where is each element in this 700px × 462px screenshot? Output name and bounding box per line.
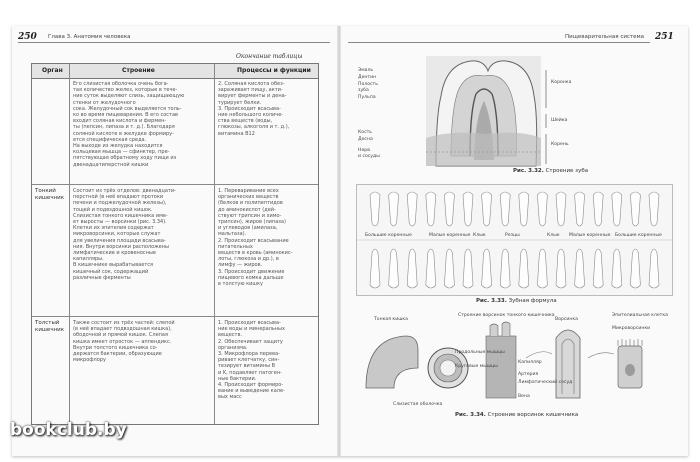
upper-tooth: [612, 192, 622, 226]
upper-tooth: [575, 192, 585, 226]
teeth-group-label: Малые коренные: [569, 233, 611, 238]
tooth-label: Эмаль: [358, 68, 374, 73]
villi-label: Тонкая кишка: [374, 317, 408, 322]
villi-label: Слизистая оболочка: [393, 402, 443, 407]
table-row-divider: [32, 184, 318, 185]
table-header-functions: Процессы и функции: [237, 67, 311, 74]
villi-label: Микроворсинки: [612, 326, 651, 331]
organ-table: [31, 63, 319, 425]
lower-tooth: [537, 249, 547, 288]
tooth-label: Шейка: [551, 118, 568, 123]
upper-tooth: [407, 192, 417, 226]
villi-label: Артерия: [518, 372, 539, 377]
table-cell-organ: Толстый кишечник: [35, 320, 65, 333]
tooth-label: Десна: [358, 137, 373, 142]
tooth-label: и сосуды: [358, 154, 380, 159]
teeth-group-label: Клык: [547, 233, 560, 238]
villi-label: Круговые мышцы: [455, 364, 498, 369]
table-cell-structure: Состоит из трёх отделов: двенадцати- перстной (в неё впадают протоки печени и поджелудочной железы), тощей и подвздошной кишок. Слизистая тонкого кишечника име- ет выросты — ворсинки (рис. 3.34). Клетки их эпителия содержат микроворсинки, которые служат для увеличения площади всасыва- ния. Внутри ворсинки расположены лимфатические и кровеносные капилляры. В кишечнике вырабатывается кишечный сок, содержащий различные ферменты: [73, 188, 176, 281]
lower-tooth: [575, 249, 585, 288]
lower-tooth: [500, 249, 510, 288]
right-running-head: Пищеварительная система: [565, 34, 645, 40]
upper-tooth: [370, 192, 380, 226]
lower-tooth: [612, 249, 622, 288]
table-row-divider: [32, 316, 318, 317]
tooth-label: Кость: [358, 130, 372, 135]
dental-formula-illustration: [356, 184, 673, 296]
teeth-group-label: Большие коренные: [365, 233, 412, 238]
teeth-group-label: Клык: [473, 233, 486, 238]
teeth-group-label: Резцы: [505, 233, 520, 238]
villi-label: Лимфатический сосуд: [518, 380, 573, 385]
upper-tooth: [426, 192, 436, 226]
lower-tooth: [407, 249, 417, 288]
left-running-head: Глава 3. Анатомия человека: [48, 34, 131, 40]
lower-tooth: [519, 249, 529, 288]
tooth-label: Корень: [551, 142, 569, 147]
table-continuation-label: Окончание таблицы: [236, 53, 303, 60]
teeth-group-label: Большие коренные: [615, 233, 662, 238]
tooth-label: Полость: [358, 82, 378, 87]
left-header-rule: [18, 42, 330, 43]
table-cell-functions: 1. Происходит всасыва- ние воды и минеральных веществ. 2. Обеспечивает защиту организма. 3. Микрофлора перева- ривает клетчатку, син- тезирует витамины B и K, подавляет патоген- ные бактерии. 4. Происходит формиро- вание и выведение кале- вых масс: [218, 320, 285, 401]
table-header-row: [32, 64, 318, 79]
tooth-label: Дентин: [358, 75, 377, 80]
table-cell-functions: 2. Соляная кислота обез- зараживает пищу, акти- вирует ферменты и дена- турирует белки. 3. Происходит всасыва- ние небольшого количе- ства веществ (воды, глюкозы, алкоголя и т. д.), витамина B12: [218, 81, 290, 137]
upper-tooth: [463, 192, 473, 226]
tooth-label: зуба: [358, 88, 369, 93]
teeth-drawing: [357, 185, 672, 295]
upper-tooth: [649, 192, 659, 226]
lower-tooth: [370, 249, 380, 288]
table-header-structure: Строение: [122, 67, 155, 74]
table-cell-organ: Тонкий кишечник: [35, 188, 65, 201]
upper-tooth: [500, 192, 510, 226]
villi-label: Ворсинка: [555, 317, 578, 322]
right-header-rule: [348, 42, 650, 43]
villi-label: Строение ворсинок тонкого кишечника: [458, 313, 555, 318]
intestinal-villi-illustration: [356, 318, 676, 408]
right-page-number: 251: [655, 32, 674, 42]
lower-tooth: [593, 249, 603, 288]
figure-caption-villi: Рис. 3.34. Строение ворсинок кишечника: [455, 412, 579, 418]
figure-caption-tooth: Рис. 3.32. Строение зуба: [513, 168, 589, 174]
tooth-structure-illustration: [396, 56, 576, 174]
book-gutter: [337, 26, 341, 456]
table-cell-functions: 1. Переваривание всех органических веществ (белков и полипептидов до аминокислот (дей- ствуют трипсин и химо- трипсин), жиров (липаза) и углеводов (амилаза, мальтаза). 2. Происходит всасывание питательных веществ в кровь (аминокис- лоты, глюкоза и др.), в лимфу — жиров. 3. Происходит движение пищевого комка дальше в толстую кишку: [218, 188, 293, 288]
lower-tooth: [630, 249, 640, 288]
lower-tooth: [444, 249, 454, 288]
lower-tooth: [426, 249, 436, 288]
upper-tooth: [556, 192, 566, 226]
villi-label: Эпителиальная клетка: [612, 313, 668, 318]
table-cell-structure: Его слизистая оболочка очень бога- тая количество желез, которые в тече- ние суток выделяют слизь, защищающую стенки от желудочного сока. Желудочный сок выделяется толь- ко во время пищеварения. В его состав входит соляная кислота и фермен- ты (пепсин, липаза и т. д.). Благодаря соляной кислоте в желудке формиру- ется специфическая среда. На выходе из желудка находится кольцевая мышца — сфинктер, пре- пятствующая обратному ходу пищи из двенадцатиперстной кишки: [73, 81, 185, 168]
site-watermark: bookclub.by: [10, 420, 127, 440]
upper-tooth: [482, 192, 492, 226]
lower-tooth: [556, 249, 566, 288]
upper-tooth: [593, 192, 603, 226]
upper-tooth: [519, 192, 529, 226]
table-col-divider: [214, 64, 215, 424]
tooth-label: Пульпа: [358, 95, 376, 100]
upper-tooth: [537, 192, 547, 226]
lower-tooth: [482, 249, 492, 288]
tooth-label: Коронка: [551, 80, 572, 85]
left-page-number: 250: [18, 32, 37, 42]
lower-tooth: [463, 249, 473, 288]
table-cell-structure: Также состоит из трёх частей: слепой (в неё впадает подвздошная кишка), ободочной и прямой кишок. Слепая кишка имеет отросток — аппендикс. Внутри толстого кишечника со- держатся бактерии, образующие микрофлору: [73, 320, 175, 364]
figure-caption-teeth: Рис. 3.33. Зубная формула: [476, 298, 557, 304]
tooth-label: Нерв: [358, 148, 370, 153]
villi-label: Капилляр: [518, 360, 542, 365]
villi-label: Вена: [518, 394, 530, 399]
lower-tooth: [389, 249, 399, 288]
upper-tooth: [444, 192, 454, 226]
upper-tooth: [389, 192, 399, 226]
table-col-divider: [69, 64, 70, 424]
table-header-organ: Орган: [42, 67, 63, 74]
teeth-group-label: Малые коренные: [429, 233, 471, 238]
lower-tooth: [649, 249, 659, 288]
villi-label: Продольные мышцы: [455, 350, 505, 355]
upper-tooth: [630, 192, 640, 226]
